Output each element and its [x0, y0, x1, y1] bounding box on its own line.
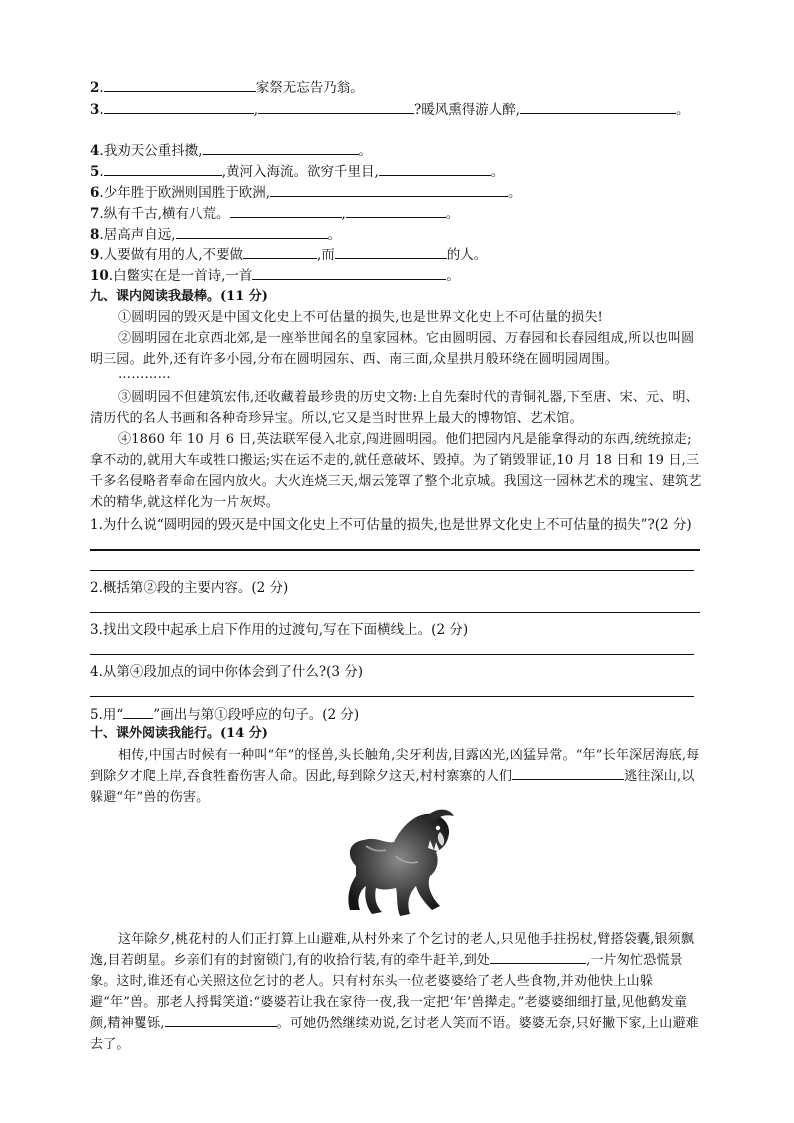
reading-question-5	[90, 705, 359, 724]
question-9: 9.人要做有用的人,不要做 ,而 的人。	[90, 247, 488, 263]
paragraph-text: 相传,中国古时候有一种叫“年”的怪兽,头长触角,尖牙利齿,目露凶光,凶猛异常。“年”长年深居海底,每到除夕才爬上岸,吞食牲畜伤害人命。因此,每到除夕这天,村村寨寨的人们	[90, 748, 700, 784]
question-8: 8.居高声自远, 。	[90, 227, 341, 243]
question-text: 。	[508, 185, 522, 201]
question-text: 。	[676, 102, 690, 118]
question-text: ,	[341, 206, 346, 222]
reading-question-1: 1.为什么说“圆明园的毁灭是中国文化史上不可估量的损失,也是世界文化史上不可估量的损失”?(2 分)	[90, 517, 692, 533]
question-text: 。	[445, 206, 460, 222]
question-number: 5	[90, 164, 100, 180]
section-9-paragraph-4: ④1860 年 10 月 6 日,英法联军侵入北京,闯进圆明园。他们把园内凡是能拿得动的东西,统统掠走;拿不动的,就用大车或牲口搬运;实在运不走的,就任意破坏、毁掉。为了销毁罪证,10 月 18 日和 19 日,三千多名侵略者奉命在园内放火。大火连烧三天,烟云笼罩了整个北京城。我国这一园林艺术的瑰宝、建筑艺术的精华,就这样化为一片灰烬。	[90, 432, 702, 510]
question-number: 4	[90, 143, 100, 159]
question-number: 3	[90, 102, 100, 118]
section-9-paragraph-1: ①圆明园的毁灭是中国文化史上不可估量的损失,也是世界文化史上不可估量的损失!	[118, 310, 603, 325]
section-10-paragraph-1	[90, 745, 702, 808]
question-text: ,而	[317, 247, 335, 263]
answer-blank[interactable]	[104, 162, 222, 176]
answer-blank[interactable]	[252, 266, 446, 280]
answer-blank[interactable]	[258, 100, 414, 114]
question-2: 2. 家祭无忘告乃翁。	[90, 80, 364, 96]
question-5: 5. ,黄河入海流。欲穷千里目, 。	[90, 164, 505, 180]
question-text: ,黄河入海流。欲穷千里目,	[221, 164, 379, 180]
question-6: 6.少年胜于欧洲则国胜于欧洲, 。	[90, 185, 522, 201]
paragraph-text: 。可她仍然继续劝说,乞讨老人笑而不语。婆婆无奈,只好撇下家,上山避难去了。	[90, 1016, 699, 1052]
question-number: 6	[90, 185, 100, 201]
nian-monster-image	[336, 806, 458, 924]
question-text: 的人。	[446, 247, 488, 263]
question-number: 8	[90, 227, 100, 243]
answer-blank[interactable]	[165, 1013, 277, 1027]
paragraph-text: 逃往深山,以躲避“年”兽的伤害。	[90, 769, 695, 805]
paragraph-text: 这年除夕,桃花村的人们正打算上山避难,从村外来了个乞讨的老人,只见他手拄拐杖,臂搭袋囊,银须飘逸,目若朗星。乡亲们有的封窗锁门,有的收拾行装,有的牵牛赶羊,到处	[90, 932, 695, 968]
question-7: 7.纵有千古,横有八荒。 , 。	[90, 206, 460, 222]
answer-line[interactable]	[90, 654, 694, 655]
question-number: 10	[90, 268, 109, 284]
answer-blank[interactable]	[243, 245, 317, 259]
question-text: ”画出与第①段呼应的句子。(2 分)	[153, 707, 360, 723]
question-10: 10.白鳖实在是一首诗,一首 。	[90, 268, 460, 284]
question-text: 。	[446, 268, 460, 284]
question-text: 家祭无忘告乃翁。	[255, 80, 364, 96]
question-text: 5.用“	[90, 707, 124, 723]
question-text: 白鳖实在是一首诗,一首	[113, 268, 253, 284]
question-text: 。	[490, 164, 505, 180]
question-3: 3. , ?暖风熏得游人醉, 。	[90, 102, 690, 118]
answer-blank[interactable]	[346, 204, 446, 218]
question-4: 4.我劝天公重抖擞, 。	[90, 143, 372, 159]
question-text: 人要做有用的人,不要做	[103, 247, 243, 263]
answer-line[interactable]	[90, 570, 694, 571]
answer-blank[interactable]	[335, 245, 447, 259]
answer-blank[interactable]	[230, 204, 342, 218]
question-text: 。	[358, 143, 372, 159]
answer-blank[interactable]	[176, 225, 328, 239]
answer-blank[interactable]	[490, 950, 586, 964]
section-9-title: 九、课内阅读我最棒。(11 分)	[90, 289, 268, 304]
answer-blank[interactable]	[270, 183, 508, 197]
answer-blank[interactable]	[512, 766, 624, 780]
reading-question-2: 2.概括第②段的主要内容。(2 分)	[90, 580, 289, 596]
ellipsis: …………	[118, 367, 171, 382]
answer-blank[interactable]	[104, 78, 256, 92]
question-text: 少年胜于欧洲则国胜于欧洲,	[103, 185, 270, 201]
question-text: 。	[327, 227, 341, 243]
answer-blank[interactable]	[203, 141, 359, 155]
question-text: 我劝天公重抖擞,	[103, 143, 203, 159]
underline-sample	[123, 705, 153, 719]
section-10-paragraph-2	[90, 929, 702, 1055]
section-9-paragraph-3: ③圆明园不但建筑宏伟,还收藏着最珍贵的历史文物:上自先秦时代的青铜礼器,下至唐、宋、元、明、清历代的名人书画和各种奇珍异宝。所以,它又是当时世界上最大的博物馆、艺术馆。	[90, 390, 699, 426]
question-text: ?暖风熏得游人醉,	[414, 102, 521, 118]
question-number: 2	[90, 80, 100, 96]
question-text: 居高声自远,	[103, 227, 176, 243]
question-text: 纵有千古,横有八荒。	[103, 206, 230, 222]
section-9-paragraph-2: ②圆明园在北京西北郊,是一座举世闻名的皇家园林。它由圆明园、万春园和长春园组成,所以也叫圆明三园。此外,还有许多小园,分布在圆明园东、西、南三面,众星拱月般环绕在圆明园周围。	[90, 331, 695, 367]
question-text: ,	[253, 102, 258, 118]
section-10-title: 十、课外阅读我能行。(14 分)	[90, 726, 268, 741]
answer-line[interactable]	[90, 549, 700, 551]
answer-line[interactable]	[90, 696, 694, 697]
question-number: 9	[90, 247, 100, 263]
reading-question-3: 3.找出文段中起承上启下作用的过渡句,写在下面横线上。(2 分)	[90, 622, 469, 638]
paragraph-text: ,一片匆忙恐慌景象。这时,谁还有心关照这位乞讨的老人。只有村东头一位老婆婆给了老人些食物,并劝他快上山躲避“年”兽。那老人捋髯笑道:“婆婆若让我在家待一夜,我一定把‘年’兽撵走。”老婆婆细细打量,见他鹤发童颜,精神矍铄,	[90, 953, 688, 1031]
question-number: 7	[90, 206, 100, 222]
reading-question-4: 4.从第④段加点的词中你体会到了什么?(3 分)	[90, 664, 364, 680]
answer-line[interactable]	[90, 612, 700, 613]
answer-blank[interactable]	[379, 162, 491, 176]
answer-blank[interactable]	[520, 100, 676, 114]
answer-blank[interactable]	[104, 100, 254, 114]
